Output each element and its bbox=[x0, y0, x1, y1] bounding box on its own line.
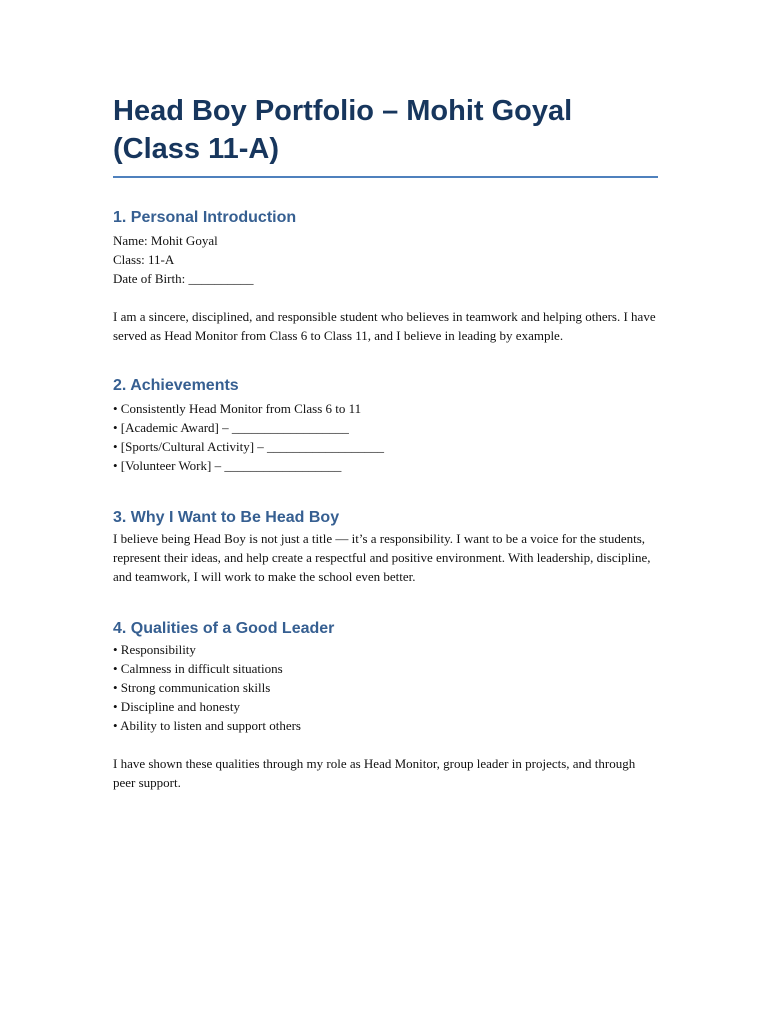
intro-paragraph: I am a sincere, disciplined, and responsible student who believes in teamwork and helping others. I have served as Head Monitor from Class 6 to Class 11, and I believe in leading by example. bbox=[113, 309, 656, 343]
dob-line: Date of Birth: __________ bbox=[113, 271, 254, 286]
document-title: Head Boy Portfolio – Mohit Goyal (Class 11-A) bbox=[113, 92, 658, 178]
list-item: • Calmness in difficult situations bbox=[113, 661, 283, 676]
achievements-list bbox=[113, 399, 658, 475]
list-item: • Strong communication skills bbox=[113, 680, 271, 695]
list-item: • Responsibility bbox=[113, 642, 196, 657]
name-line: Name: Mohit Goyal bbox=[113, 233, 218, 248]
section-why-head-boy bbox=[113, 508, 658, 586]
section-heading: 4. Qualities of a Good Leader bbox=[113, 620, 335, 637]
personal-details bbox=[113, 231, 658, 288]
qualities-paragraph: I have shown these qualities through my role as Head Monitor, group leader in projects, and through peer support. bbox=[113, 756, 636, 790]
section-heading: 1. Personal Introduction bbox=[113, 209, 297, 226]
document-page bbox=[113, 92, 658, 792]
section-achievements bbox=[113, 376, 658, 475]
list-item: • [Volunteer Work] – __________________ bbox=[113, 458, 342, 473]
section-heading: 3. Why I Want to Be Head Boy bbox=[113, 509, 340, 526]
list-item: • Discipline and honesty bbox=[113, 699, 240, 714]
list-item: • [Sports/Cultural Activity] – __________________ bbox=[113, 439, 385, 454]
class-line: Class: 11-A bbox=[113, 252, 175, 267]
section-heading: 2. Achievements bbox=[113, 377, 239, 394]
qualities-list bbox=[113, 640, 658, 735]
list-item: • Consistently Head Monitor from Class 6 to 11 bbox=[113, 401, 362, 416]
section-personal-introduction bbox=[113, 208, 658, 345]
section-leader-qualities bbox=[113, 619, 658, 792]
list-item: • [Academic Award] – __________________ bbox=[113, 420, 349, 435]
why-paragraph: I believe being Head Boy is not just a title — it’s a responsibility. I want to be a voice for the students, represent their ideas, and help create a respectful and positive environment. With leadership, discipline, and teamwork, I will work to make the school even better. bbox=[113, 531, 651, 584]
list-item: • Ability to listen and support others bbox=[113, 718, 301, 733]
